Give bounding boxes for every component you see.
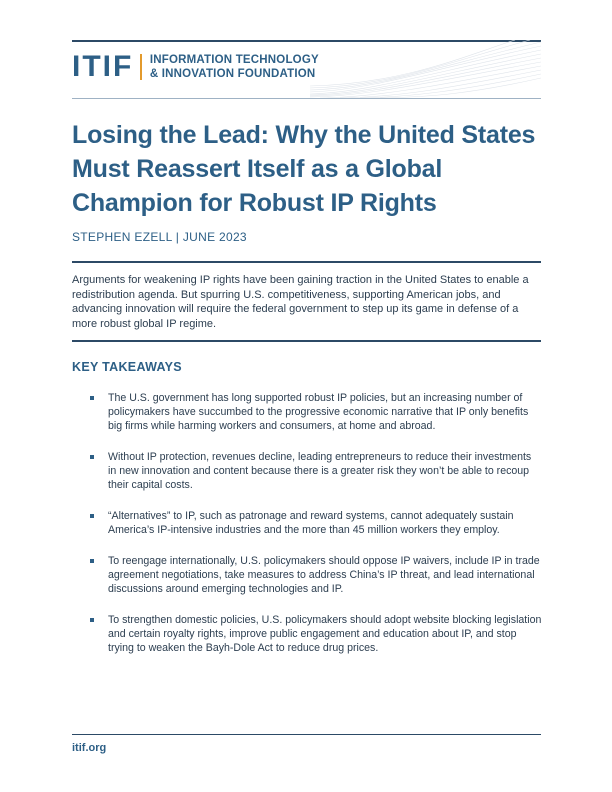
itif-logo[interactable] xyxy=(72,52,319,82)
logo-org-line1: INFORMATION TECHNOLOGY xyxy=(149,54,319,66)
takeaway-item: Without IP protection, revenues decline, leading entrepreneurs to reduce their investments in new innovation and content because there is a greater risk they won’t be able to recoup their capital costs. xyxy=(90,450,542,492)
takeaway-item: “Alternatives” to IP, such as patronage and reward systems, cannot adequately sustain America’s IP-intensive industries and the more than 45 million workers they employ. xyxy=(90,509,542,537)
logo-divider xyxy=(140,54,142,80)
header-bottom-rule xyxy=(72,98,541,99)
logo-mark: ITIF xyxy=(72,50,134,83)
summary-divider xyxy=(72,340,541,342)
takeaway-item: To reengage internationally, U.S. policymakers should oppose IP waivers, include IP in trade agreement negotiations, take measures to address China’s IP threat, and lead international discussions around emerging technologies and IP. xyxy=(90,554,542,596)
key-takeaways-list xyxy=(90,391,542,655)
footer-rule xyxy=(72,734,541,735)
report-summary: Arguments for weakening IP rights have been gaining traction in the United States to enable a redistribution agenda. But spurring U.S. competitiveness, supporting American jobs, and advancing innovation will require the federal government to step up its game in defense of a more robust global IP regime. xyxy=(72,274,529,330)
logo-org-line2: & INNOVATION FOUNDATION xyxy=(149,68,316,80)
report-byline: STEPHEN EZELL | JUNE 2023 xyxy=(72,230,247,244)
takeaway-item: To strengthen domestic policies, U.S. policymakers should adopt website blocking legislation and certain royalty rights, improve public engagement and education about IP, and stop trying to weaken the Bayh-Dole Act to reduce drug prices. xyxy=(90,613,542,655)
logo-org-name xyxy=(150,53,319,81)
report-title: Losing the Lead: Why the United States Must Reassert Itself as a Global Champion for Robust IP Rights xyxy=(72,121,536,217)
key-takeaways-heading: KEY TAKEAWAYS xyxy=(72,360,182,374)
header-wave-pattern xyxy=(310,40,541,98)
footer-website-link[interactable]: itif.org xyxy=(72,742,107,754)
byline-divider xyxy=(72,261,541,263)
takeaway-item: The U.S. government has long supported robust IP policies, but an increasing number of policymakers have succumbed to the progressive economic narrative that IP only benefits big firms while harming workers and consumers, at home and abroad. xyxy=(90,391,542,433)
